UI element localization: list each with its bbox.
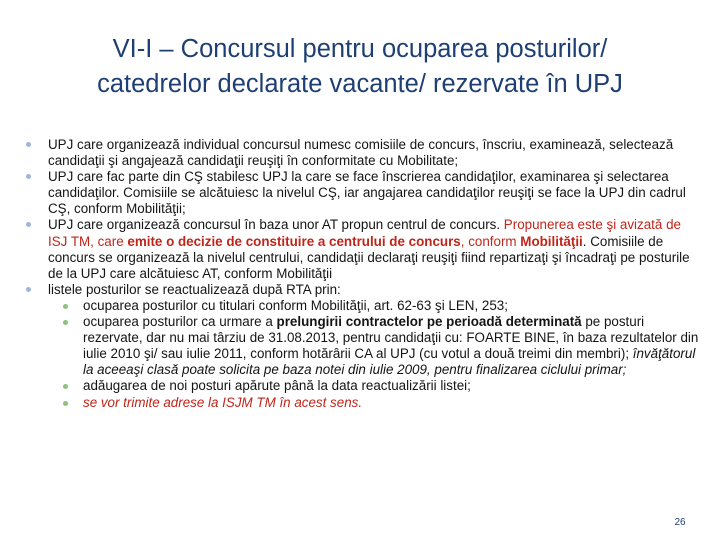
bullet-text-highlight: Propunerea este şi avizată de ISJ TM, care [48,217,681,249]
sub-bullet-text: ocuparea posturilor ca urmare a [83,314,277,330]
bullet-item [48,282,704,298]
sub-bullet-dot-icon [63,320,68,325]
sub-bullet-item [83,298,704,314]
bullet-text-bold-highlight: Mobilităţii [520,233,583,249]
title-line-1: VI-I – Concursul pentru ocuparea posturilor/ [112,35,608,63]
title-line-2: catedrelor declarate vacante/ rezervate în UPJ [97,70,623,98]
sub-bullet-text: adăugarea de noi posturi apărute până la data reactualizării listei; [83,378,471,394]
bullet-text-highlight: , conform [460,233,521,249]
slide-title [20,32,700,102]
bullet-dot-icon [26,174,31,179]
bullet-dot-icon [26,222,31,227]
bullet-text: . Comisiile de concurs se organizează la nivelul centrului, candidaţii declaraţi reuşiţi fiind repartizaţi şi încadraţi pe posturile de la UPJ care alcătuiesc AT, conform Mobilităţii [48,233,690,281]
bullet-text: listele posturilor se reactualizează după RTA prin: [48,281,341,297]
sub-bullet-text: ocuparea posturilor cu titulari conform Mobilităţii, art. 62-63 şi LEN, 253; [83,297,508,313]
sub-bullet-dot-icon [63,401,68,406]
bullet-text: UPJ care fac parte din CŞ stabilesc UPJ la care se face înscrierea candidaţilor, examinarea şi selectarea candidaţilor. Comisiile se alcătuiesc la nivelul CŞ, iar angajarea candidaţilor reuşiţi se face la UPJ din cadrul CŞ, conform Mobilităţii; [48,169,686,217]
page-number: 26 [674,517,686,528]
bullet-item [48,169,704,217]
bullet-dot-icon [26,287,31,292]
bullet-dot-icon [26,142,31,147]
bullet-item [48,137,704,169]
sub-bullet-text-italic: învăţătorul la aceeaşi clasă poate solicita pe baza notei din iulie 2009, pentru finalizarea ciclului primar; [83,346,696,378]
sub-bullet-item [83,378,704,394]
bullet-list [48,137,704,411]
bullet-text: UPJ care organizează individual concursul numesc comisiile de concurs, înscriu, examinează, selectează candidaţii şi angajează candidaţii reuşiţi în conformitate cu Mobilitate; [48,137,674,169]
sub-bullet-dot-icon [63,304,68,309]
bullet-text: UPJ care organizează concursul în baza unor AT propun centrul de concurs. [48,217,504,233]
sub-bullet-item [83,395,704,411]
sub-bullet-text-italic-highlight: se vor trimite adrese la ISJM TM în acest sens. [83,394,363,410]
sub-bullet-item [83,314,704,378]
sub-bullet-text-bold: prelungirii contractelor pe perioadă determinată [276,314,582,330]
bullet-item [48,217,704,281]
bullet-text-bold-highlight: emite o decizie de constituire a centrului de concurs [127,233,461,249]
sub-bullet-dot-icon [63,384,68,389]
sub-bullet-text: pe posturi rezervate, dar nu mai târziu de 31.08.2013, pentru candidaţii cu: FOARTE BINE, în baza rezultatelor din iulie 2010 şi/ sau iulie 2011, conform hotărârii CA al UPJ (cu votul a două treimi din membri); [83,314,699,362]
